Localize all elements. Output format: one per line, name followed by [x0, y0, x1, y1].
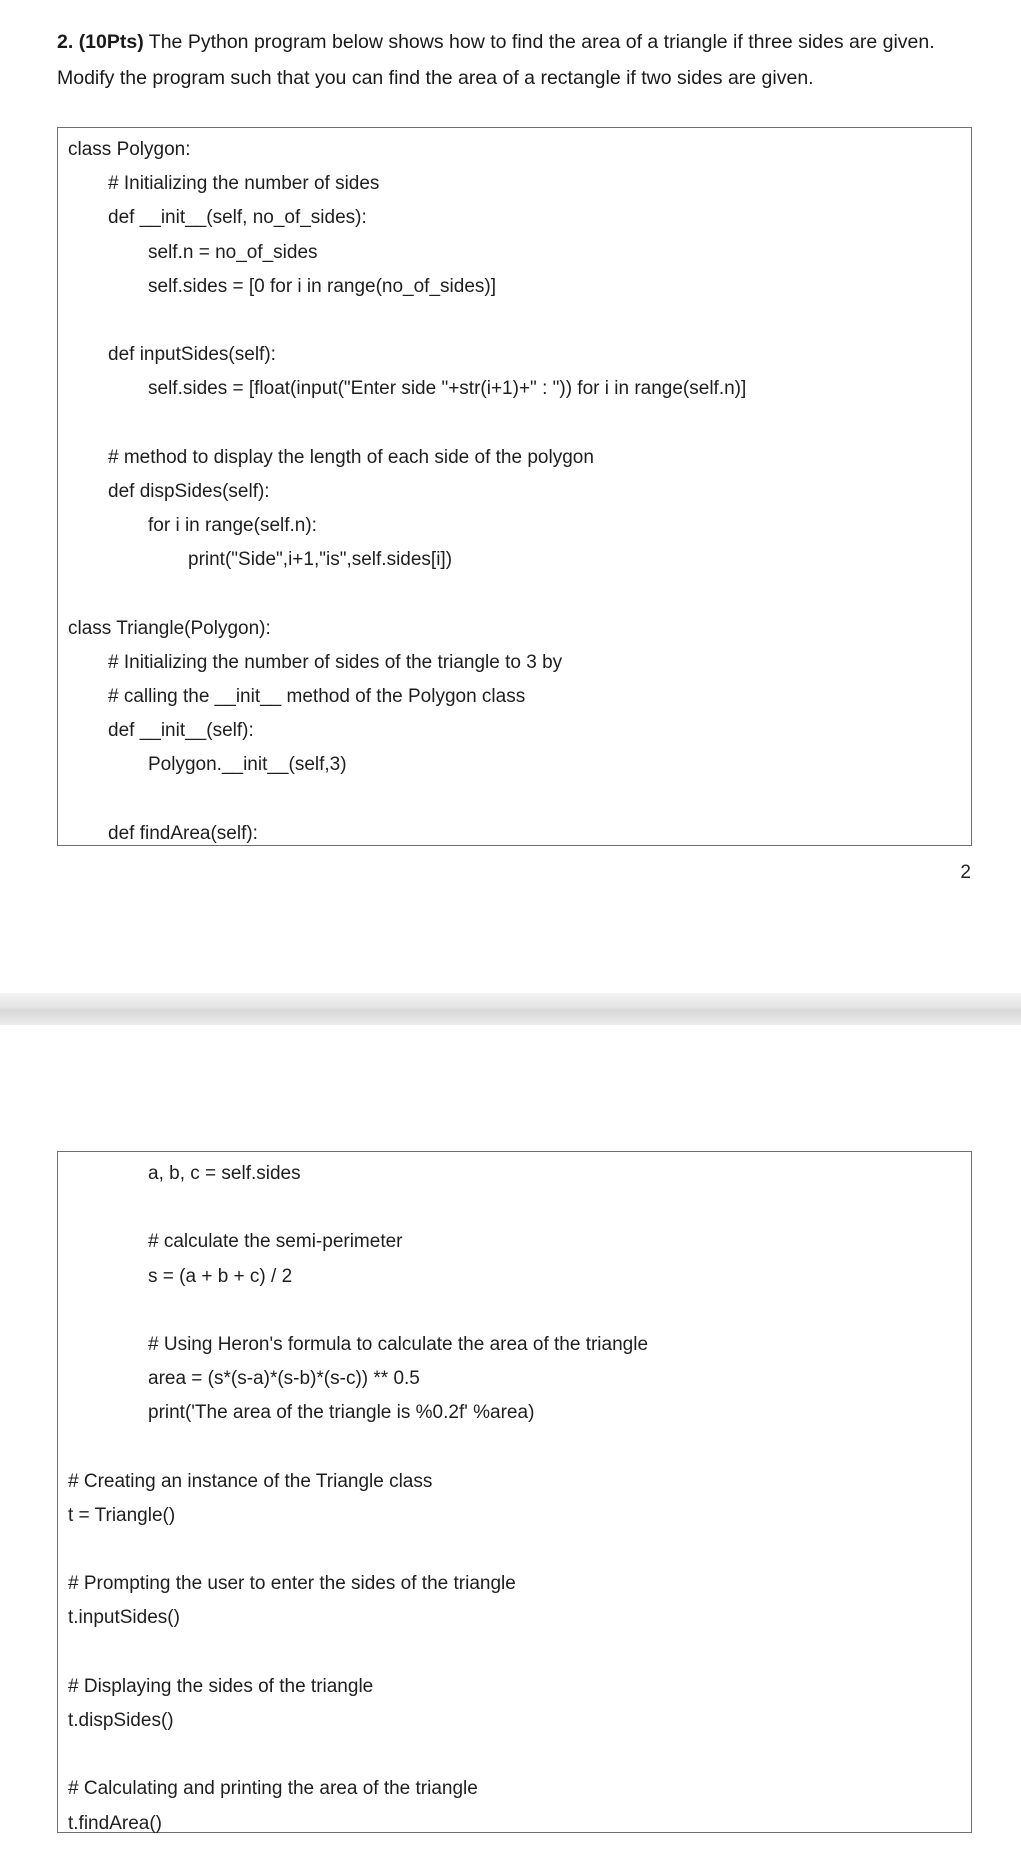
code-line: Polygon.__init__(self,3) — [148, 754, 347, 776]
code-line: def findArea(self): — [108, 822, 258, 844]
code-line: # Creating an instance of the Triangle class — [68, 1470, 433, 1492]
code-box-page-2 — [57, 1151, 972, 1833]
code-line: # calling the __init__ method of the Polygon class — [108, 686, 526, 707]
code-line — [58, 1191, 971, 1225]
code-box-page-1 — [57, 127, 972, 846]
code-line: t = Triangle() — [68, 1504, 176, 1526]
code-line: for i in range(self.n): — [148, 515, 317, 537]
code-line: s = (a + b + c) / 2 — [148, 1265, 293, 1287]
page-break-divider — [0, 993, 1021, 1025]
code-line: self.sides = [0 for i in range(no_of_sides)] — [148, 275, 496, 297]
code-line: def dispSides(self): — [108, 480, 270, 502]
code-line — [58, 577, 971, 611]
question-body: The Python program below shows how to find the area of a triangle if three sides are given. Modify the program such that you can find the area of a rectangle if two sides are given. — [57, 31, 935, 89]
code-line: class Polygon: — [68, 139, 191, 160]
code-line — [58, 1294, 971, 1328]
code-line — [58, 304, 971, 338]
code-line: def __init__(self, no_of_sides): — [108, 207, 367, 229]
code-line — [58, 1738, 971, 1772]
code-line — [58, 407, 971, 441]
page-number: 2 — [960, 862, 971, 883]
code-line — [58, 1636, 971, 1670]
code-line: print("Side",i+1,"is",self.sides[i]) — [188, 549, 453, 571]
code-line: # Initializing the number of sides — [108, 173, 380, 195]
code-line: area = (s*(s-a)*(s-b)*(s-c)) ** 0.5 — [148, 1368, 420, 1390]
code-line — [58, 1533, 971, 1567]
code-line: print('The area of the triangle is %0.2f' %area) — [148, 1402, 535, 1424]
code-line: # method to display the length of each side of the polygon — [108, 446, 594, 468]
code-line: t.findArea() — [68, 1812, 162, 1834]
code-line: self.sides = [float(input("Enter side "+str(i+1)+" : ")) for i in range(self.n)] — [148, 378, 747, 400]
code-line — [58, 783, 971, 817]
code-line: self.n = no_of_sides — [148, 241, 318, 263]
code-line: # Prompting the user to enter the sides of the triangle — [68, 1573, 516, 1595]
question-text — [57, 24, 987, 96]
code-line: class Triangle(Polygon): — [68, 617, 271, 639]
code-line — [58, 1431, 971, 1465]
code-line: t.dispSides() — [68, 1710, 174, 1731]
code-line: # Using Heron's formula to calculate the area of the triangle — [148, 1333, 649, 1355]
code-line: a, b, c = self.sides — [148, 1163, 301, 1184]
code-line: # calculate the semi-perimeter — [148, 1231, 403, 1253]
question-points: (10Pts) — [78, 31, 144, 53]
code-line: # Calculating and printing the area of the triangle — [68, 1778, 478, 1800]
code-line: def inputSides(self): — [108, 344, 276, 366]
question-number: 2. — [57, 31, 74, 53]
code-line: t.inputSides() — [68, 1607, 180, 1629]
code-line: # Initializing the number of sides of the triangle to 3 by — [108, 651, 563, 673]
code-line: # Displaying the sides of the triangle — [68, 1675, 374, 1697]
code-line: def __init__(self): — [108, 720, 254, 742]
